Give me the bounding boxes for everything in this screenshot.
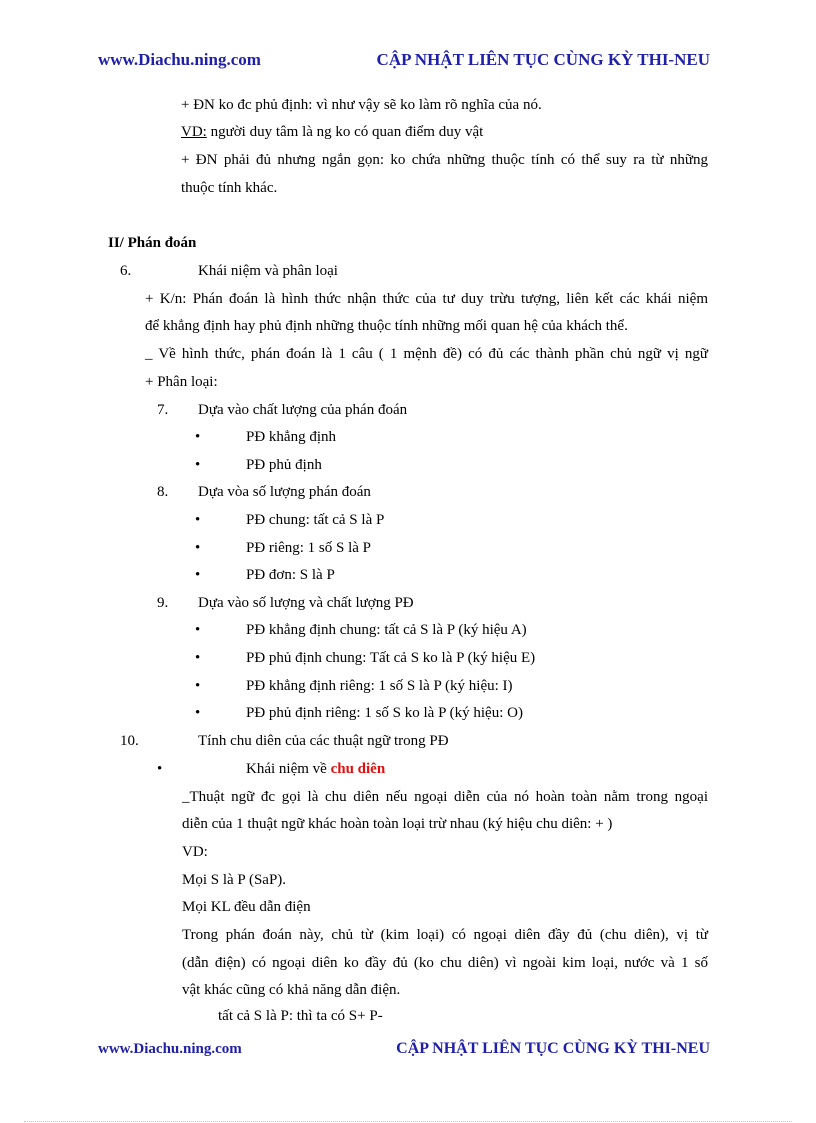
item-8-title: Dựa vòa số lượng phán đoán: [198, 484, 371, 500]
bullet-dot-icon: •: [195, 650, 201, 666]
list-item: PĐ khẳng định: [246, 429, 336, 445]
page-header: [98, 50, 710, 70]
bullet-dot-icon: •: [157, 761, 163, 777]
intro-line-2-text: người duy tâm là ng ko có quan điểm duy vật: [206, 124, 484, 140]
page-footer: [98, 1040, 710, 1058]
item-7-title: Dựa vào chất lượng của phán đoán: [198, 402, 408, 418]
item-9-title: Dựa vào số lượng và chất lượng PĐ: [198, 595, 414, 611]
classify-line: + Phân loại:: [145, 374, 218, 390]
bullet-dot-icon: •: [195, 540, 201, 556]
definition-line-1: + K/n: Phán đoán là hình thức nhận thức của tư duy trừu tượng, liên kết các khái niệm: [145, 291, 708, 307]
intro-line-1: + ĐN ko đc phủ định: vì như vậy sẽ ko làm rõ nghĩa của nó.: [181, 97, 542, 113]
item-6-title: Khái niệm và phân loại: [198, 263, 338, 279]
example-line-2: Mọi KL đều dẫn điện: [182, 899, 311, 915]
bullet-dot-icon: •: [195, 512, 201, 528]
bullet-dot-icon: •: [195, 622, 201, 638]
list-item: PĐ riêng: 1 số S là P: [246, 540, 372, 556]
example-label: VD:: [182, 844, 208, 860]
example-line-4: (dẫn điện) có ngoại diên ko đầy đủ (ko chu diên) vì ngoài kim loại, nước và 1 số: [182, 955, 708, 971]
intro-line-4: thuộc tính khác.: [181, 180, 278, 196]
example-line-1: Mọi S là P (SaP).: [182, 872, 287, 888]
list-item: PĐ phủ định: [246, 457, 322, 473]
item-10-number: 10.: [120, 733, 139, 749]
bullet-dot-icon: •: [195, 457, 201, 473]
header-site[interactable]: www.Diachu.ning.com: [98, 50, 261, 69]
concept-term: chu diên: [330, 761, 386, 777]
bullet-dot-icon: •: [195, 429, 201, 445]
bullet-dot-icon: •: [195, 705, 201, 721]
list-item: PĐ phủ định chung: Tất cả S ko là P (ký hiệu E): [246, 650, 536, 666]
intro-line-3: + ĐN phải đủ nhưng ngắn gọn: ko chứa những thuộc tính có thể suy ra từ những: [181, 152, 708, 168]
bullet-dot-icon: •: [195, 678, 201, 694]
item-6-number: 6.: [120, 263, 132, 279]
list-item: PĐ phủ định riêng: 1 số S ko là P (ký hiệu: O): [246, 705, 523, 721]
concept-def-2: diễn của 1 thuật ngữ khác hoàn toàn loại trừ nhau (ký hiệu chu diên: + ): [182, 816, 613, 832]
list-item: PĐ khẳng định riêng: 1 số S là P (ký hiệu: I): [246, 678, 513, 694]
concept-heading: [246, 761, 385, 778]
item-10-title: Tính chu diên của các thuật ngữ trong PĐ: [198, 733, 449, 749]
item-8-number: 8.: [157, 484, 169, 500]
concept-label: Khái niệm về: [246, 761, 331, 777]
form-line: _ Về hình thức, phán đoán là 1 câu ( 1 mệnh đề) có đủ các thành phần chủ ngữ vị ngữ: [145, 346, 708, 362]
list-item: PĐ khẳng định chung: tất cả S là P (ký hiệu A): [246, 622, 527, 638]
bullet-dot-icon: •: [195, 567, 201, 583]
concept-def-1: _Thuật ngữ đc gọi là chu diên nếu ngoại diễn của nó hoàn toàn nằm trong ngoại: [182, 789, 708, 805]
footer-tagline: CẬP NHẬT LIÊN TỤC CÙNG KỲ THI-NEU: [396, 1040, 710, 1057]
item-7-number: 7.: [157, 402, 169, 418]
list-item: PĐ đơn: S là P: [246, 567, 335, 583]
page-edge-divider: [24, 1121, 792, 1122]
footer-site[interactable]: www.Diachu.ning.com: [98, 1041, 242, 1057]
item-9-number: 9.: [157, 595, 169, 611]
example-line-3: Trong phán đoán này, chủ từ (kim loại) có ngoại diên đầy đủ (chu diên), vị từ: [182, 927, 708, 943]
example-line-5: vật khác cũng có khả năng dẫn điện.: [182, 982, 401, 998]
intro-line-2: [181, 124, 483, 141]
vd-label: VD:: [181, 124, 207, 140]
example-line-6: tất cả S là P: thì ta có S+ P-: [218, 1008, 383, 1024]
definition-line-2: để khẳng định hay phủ định những thuộc tính những mối quan hệ của khách thể.: [145, 318, 628, 334]
section-title: II/ Phán đoán: [108, 235, 197, 251]
header-tagline: CẬP NHẬT LIÊN TỤC CÙNG KỲ THI-NEU: [376, 50, 710, 69]
list-item: PĐ chung: tất cả S là P: [246, 512, 385, 528]
